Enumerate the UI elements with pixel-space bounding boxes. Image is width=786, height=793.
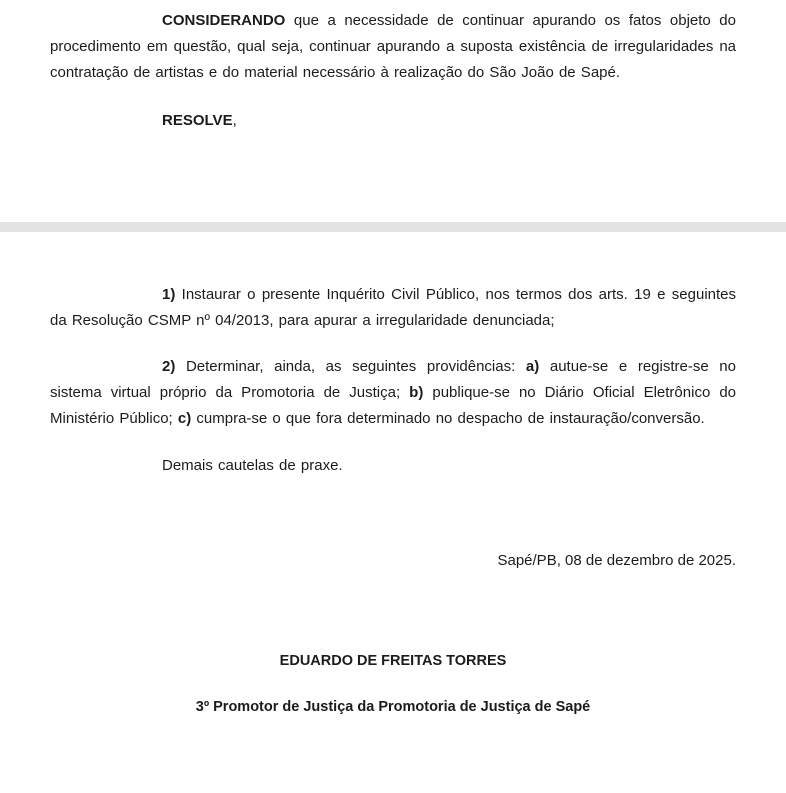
paragraph-item-2: 2) Determinar, ainda, as seguintes providências: a) autue-se e registre-se no sistema virtual próprio da Promotoria de Justiça; b) publique-se no Diário Oficial Eletrônico do Ministério Público; c) cumpra-se o que fora determinado no despacho de instauração/conversão. [50,358,736,427]
paragraph-closing: Demais cautelas de praxe. [162,457,343,474]
paragraph-considerando: CONSIDERANDO que a necessidade de continuar apurando os fatos objeto do procedimento em questão, qual seja, continuar apurando a suposta existência de irregularidades na contratação de artistas e do material necessário à realização do São João de Sapé. [50,12,736,81]
signature-name: EDUARDO DE FREITAS TORRES [279,653,507,669]
dateline: Sapé/PB, 08 de dezembro de 2025. [497,552,736,569]
paragraph-resolve: RESOLVE, [162,112,237,129]
paragraph-item-1: 1) Instaurar o presente Inquérito Civil Público, nos termos dos arts. 19 e seguintes da Resolução CSMP nº 04/2013, para apurar a irregularidade denunciada; [50,286,736,329]
signature-title: 3º Promotor de Justiça da Promotoria de Justiça de Sapé [195,699,591,715]
scan-artifact-band [0,222,786,232]
